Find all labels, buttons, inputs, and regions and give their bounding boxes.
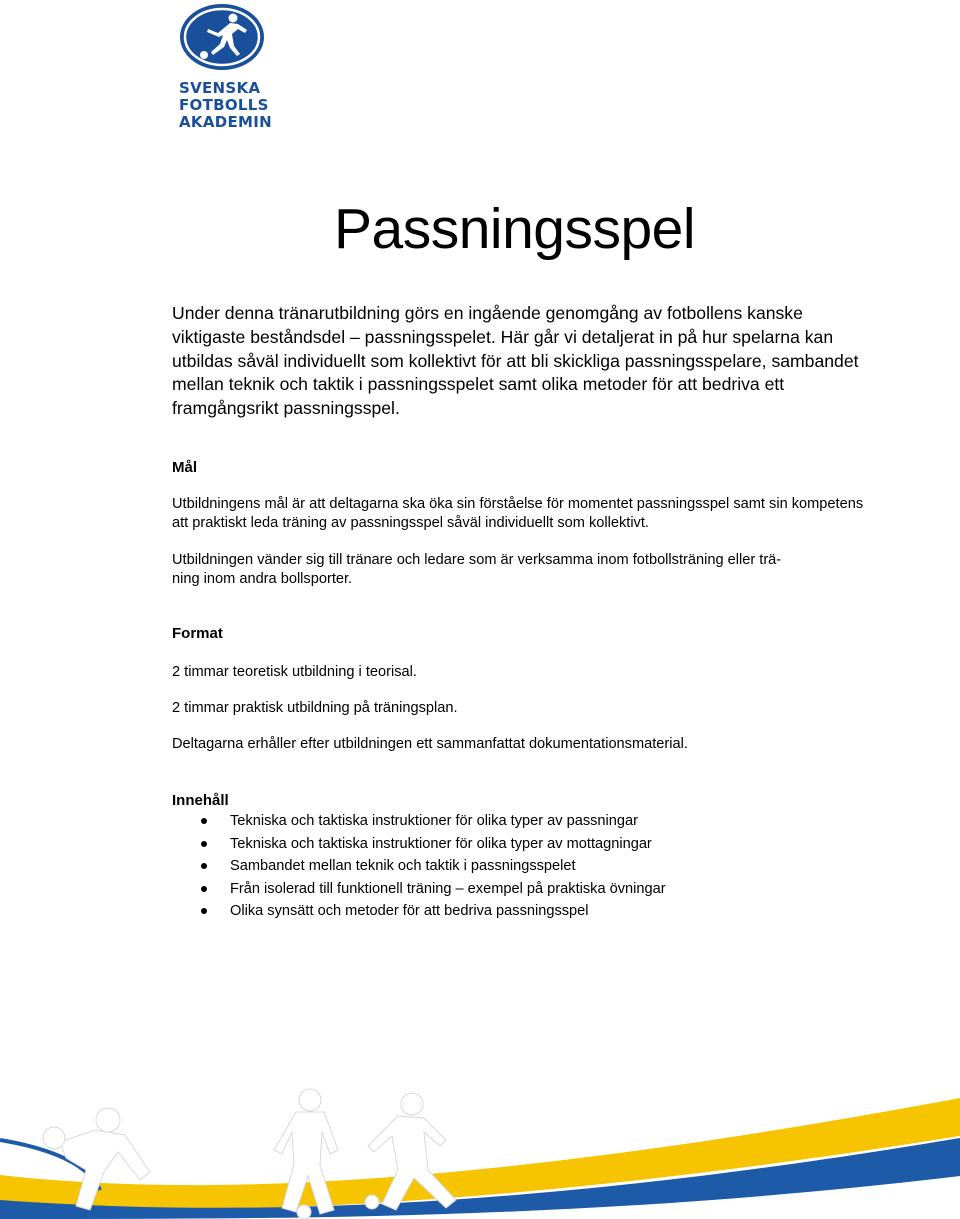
footer-players-swoosh-graphic [0,1080,960,1219]
logo-line-3: AKADEMIN [179,113,273,131]
bullet-icon [201,886,207,892]
logo-wordmark [179,80,272,131]
list-item [172,880,666,903]
list-item [172,857,666,880]
list-item [172,835,666,858]
intro-paragraph: Under denna tränarutbildning görs en ingående genomgång av fotbollens kanske viktigaste beståndsdel – passningsspelet. Här går vi detaljerat in på hur spelarna kan utbildas såväl individuellt som kollektivt för att bli skickliga passningsspelare, sambandet mellan teknik och taktik i passningsspelet samt olika metoder för att bedriva ett framgångsrikt passningsspel. [172,303,859,419]
mal-paragraph-2-line-1: Utbildningen vänder sig till tränare och ledare som är verksamma inom fotbollsträning eller trä- [172,552,782,568]
bullet-icon [201,863,207,869]
list-item [172,902,666,925]
soccer-player-emblem-icon [178,2,266,72]
page-title: Passningsspel [334,197,696,261]
bullet-icon [201,818,207,824]
list-item-text: Tekniska och taktiska instruktioner för olika typer av passningar [230,813,639,829]
format-item-1: 2 timmar teoretisk utbildning i teorisal. [172,664,417,680]
list-item-text: Sambandet mellan teknik och taktik i passningsspelet [230,858,576,874]
logo-line-2: FOTBOLLS [179,96,269,114]
mal-paragraph-2 [172,551,872,589]
mal-paragraph-2-line-2: ning inom andra bollsporter. [172,571,353,587]
logo-line-1: SVENSKA [179,79,261,97]
innehall-list [172,812,666,925]
bullet-icon [201,908,207,914]
list-item-text: Från isolerad till funktionell träning – exempel på praktiska övningar [230,880,666,897]
list-item-text: Tekniska och taktiska instruktioner för olika typer av mottagningar [230,835,652,852]
svenska-fotbollsakademin-logo [178,2,274,130]
mal-paragraph-1: Utbildningens mål är att deltagarna ska öka sin förståelse för momentet passningsspel samt sin kompetens att praktiskt leda träning av passningsspel såväl individuellt som kollektivt. [172,496,864,531]
section-heading-innehall: Innehåll [172,792,229,809]
bullet-icon [201,841,207,847]
format-item-2: 2 timmar praktisk utbildning på träningsplan. [172,700,458,716]
format-item-3: Deltagarna erhåller efter utbildningen ett sammanfattat dokumentationsmaterial. [172,736,688,752]
section-heading-mal: Mål [172,459,198,476]
list-item-text: Olika synsätt och metoder för att bedriva passningsspel [230,903,589,919]
list-item [172,812,666,835]
section-heading-format: Format [172,625,223,642]
